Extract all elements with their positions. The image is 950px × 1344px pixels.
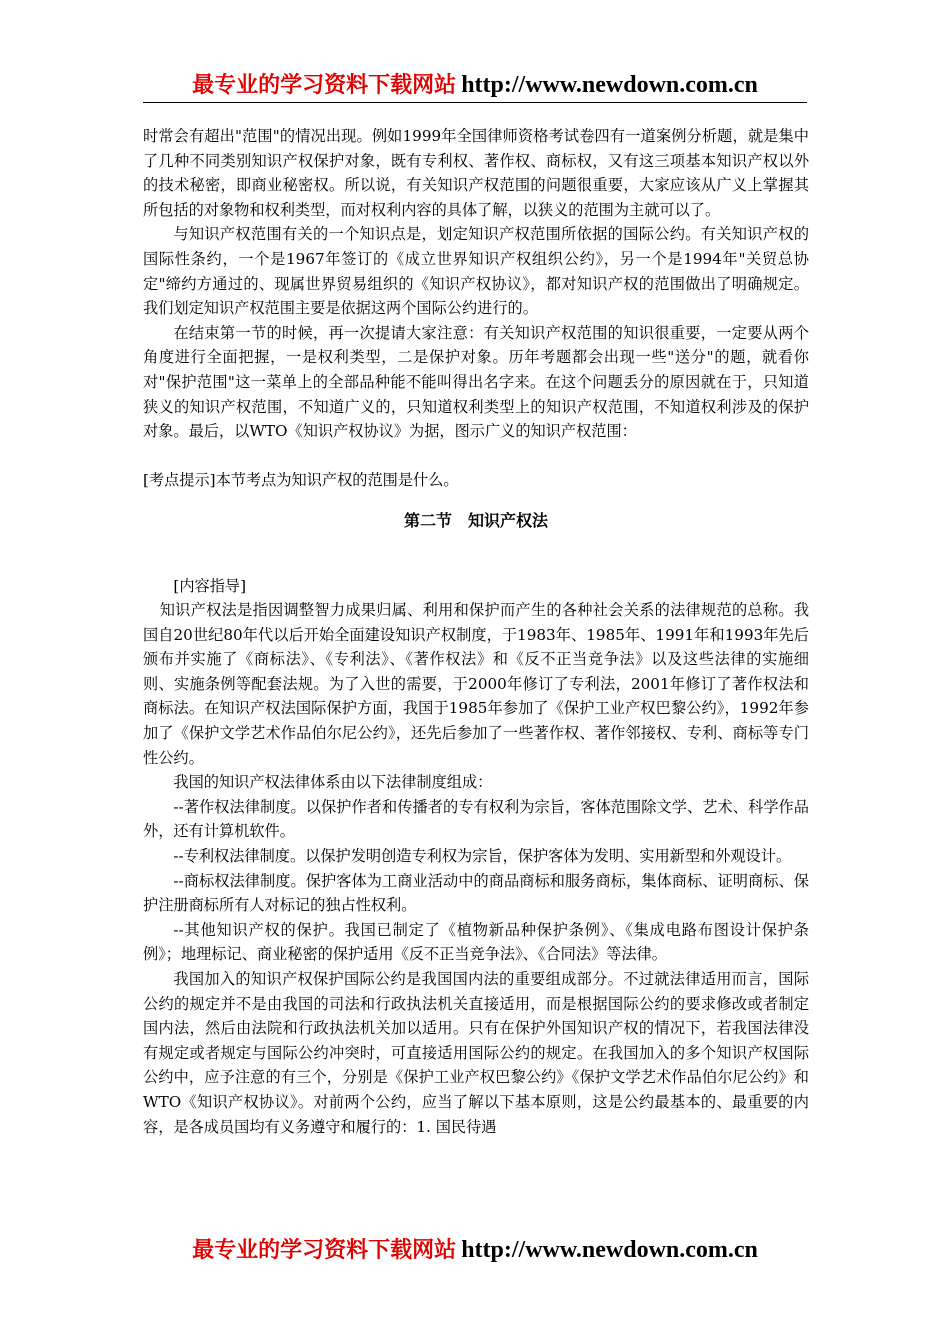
- list-item: --专利权法律制度。以保护发明创造专利权为宗旨，保护客体为发明、实用新型和外观设计。: [173, 847, 792, 866]
- header-site-name: 最专业的学习资料下载网站: [192, 73, 457, 98]
- page-header: [143, 68, 807, 103]
- footer-site-name: 最专业的学习资料下载网站: [192, 1238, 457, 1263]
- content-guide-label: [内容指导]: [173, 576, 246, 595]
- paragraph: 我国加入的知识产权保护国际公约是我国国内法的重要组成部分。不过就法律适用而言，国际公约的规定并不是由我国的司法和行政执法机关直接适用，而是根据国际公约的要求修改或者制定国内法，然后由法院和行政执法机关加以适用。只有在保护外国知识产权的情况下，若我国法律没有规定或者规定与国际公约冲突时，可直接适用国际公约的规定。在我国加入的多个知识产权国际公约中，应予注意的有三个，分别是《保护工业产权巴黎公约》《保护文学艺术作品伯尔尼公约》和WTO《知识产权协议》。对前两个公约，应当了解以下基本原则，这是公约最基本的、最重要的内容，是各成员国均有义务遵守和履行的：1. 国民待遇: [143, 970, 809, 1136]
- section-title: 第二节 知识产权法: [403, 510, 548, 530]
- paragraph: 知识产权法是指因调整智力成果归属、利用和保护而产生的各种社会关系的法律规范的总称。我国自20世纪80年代以后开始全面建设知识产权制度，于1983年、1985年、1991年和1993年先后颁布并实施了《商标法》、《专利法》、《著作权法》和《反不正当竞争法》以及这些法律的实施细则、实施条例等配套法规。为了入世的需要，于2000年修订了专利法，2001年修订了著作权法和商标法。在知识产权法国际保护方面，我国于1985年参加了《保护工业产权巴黎公约》，1992年参加了《保护文学艺术作品伯尔尼公约》，还先后参加了一些著作权、著作邻接权、专利、商标等专门性公约。: [143, 601, 809, 767]
- list-item: --商标权法律制度。保护客体为工商业活动中的商品商标和服务商标，集体商标、证明商标、保护注册商标所有人对标记的独占性权利。: [143, 871, 809, 915]
- list-item: --其他知识产权的保护。我国已制定了《植物新品种保护条例》、《集成电路布图设计保护条例》；地理标记、商业秘密的保护适用《反不正当竞争法》、《合同法》等法律。: [143, 920, 809, 964]
- list-item: --著作权法律制度。以保护作者和传播者的专有权利为宗旨，客体范围除文学、艺术、科学作品外，还有计算机软件。: [143, 797, 809, 841]
- header-url[interactable]: http://www.newdown.com.cn: [461, 72, 758, 98]
- paragraph: 我国的知识产权法律体系由以下法律制度组成：: [173, 773, 493, 792]
- paragraph: 与知识产权范围有关的一个知识点是，划定知识产权范围所依据的国际公约。有关知识产权的国际性条约，一个是1967年签订的《成立世界知识产权组织公约》，另一个是1994年"关贸总协定"缔约方通过的、现属世界贸易组织的《知识产权协议》，都对知识产权的范围做出了明确规定。我们划定知识产权范围主要是依据这两个国际公约进行的。: [143, 225, 809, 318]
- exam-tip: [考点提示]本节考点为知识产权的范围是什么。: [143, 471, 459, 490]
- paragraph: 在结束第一节的时候，再一次提请大家注意：有关知识产权范围的知识很重要，一定要从两个角度进行全面把握，一是权利类型，二是保护对象。历年考题都会出现一些"送分"的题，就看你对"保护范围"这一菜单上的全部品种能不能叫得出名字来。在这个问题丢分的原因就在于，只知道狭义的知识产权范围，不知道广义的，只知道权利类型上的知识产权范围，不知道权利涉及的保护对象。最后，以WTO《知识产权协议》为据，图示广义的知识产权范围：: [143, 323, 809, 441]
- paragraph: 时常会有超出"范围"的情况出现。例如1999年全国律师资格考试卷四有一道案例分析题，就是集中了几种不同类别知识产权保护对象，既有专利权、著作权、商标权，又有这三项基本知识产权以外的技术秘密，即商业秘密权。所以说，有关知识产权范围的问题很重要，大家应该从广义上掌握其所包括的对象物和权利类型，而对权利内容的具体了解，以狭义的范围为主就可以了。: [143, 127, 809, 219]
- page-footer: [143, 1233, 807, 1267]
- footer-url[interactable]: http://www.newdown.com.cn: [461, 1237, 758, 1263]
- document-body: [143, 124, 809, 1139]
